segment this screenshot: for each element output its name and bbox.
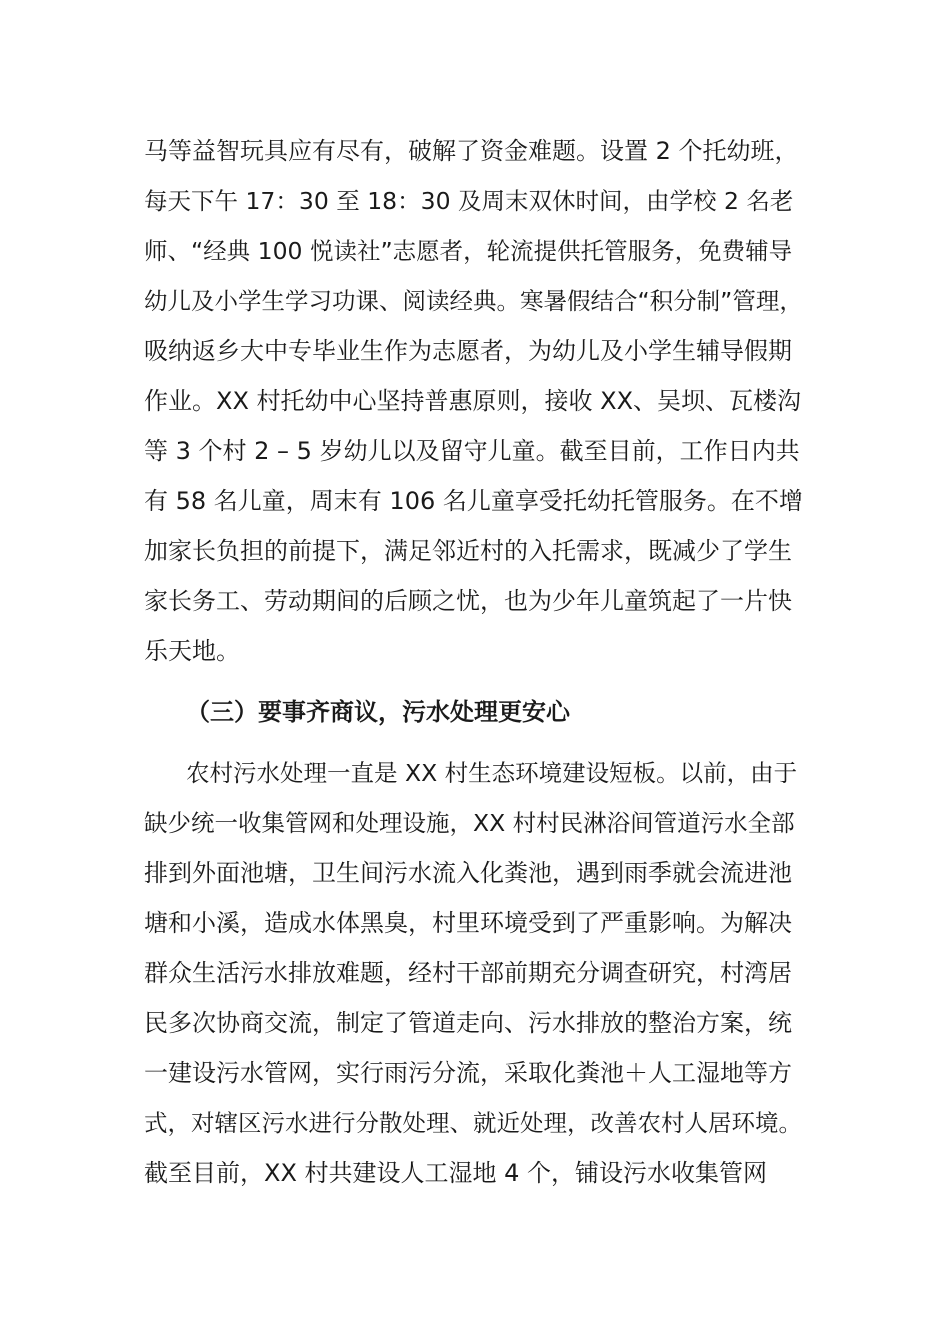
paragraph-line: 师、“经典 100 悦读社”志愿者，轮流提供托管服务，免费辅导 <box>144 237 793 265</box>
paragraph-line: 缺少统一收集管网和处理设施，XX 村村民淋浴间管道污水全部 <box>144 809 795 837</box>
paragraph-line: 幼儿及小学生学习功课、阅读经典。寒暑假结合“积分制”管理， <box>144 287 803 315</box>
paragraph-line: 截至目前，XX 村共建设人工湿地 4 个，铺设污水收集管网 <box>144 1159 768 1187</box>
paragraph-line: 每天下午 17：30 至 18：30 及周末双休时间，由学校 2 名老 <box>144 187 794 215</box>
paragraph-line: 排到外面池塘，卫生间污水流入化粪池，遇到雨季就会流进池 <box>144 859 792 887</box>
paragraph-line: 吸纳返乡大中专毕业生作为志愿者，为幼儿及小学生辅导假期 <box>144 337 792 365</box>
paragraph-line: 家长务工、劳动期间的后顾之忧，也为少年儿童筑起了一片快 <box>144 587 792 615</box>
paragraph-line: 民多次协商交流，制定了管道走向、污水排放的整治方案，统 <box>144 1009 792 1037</box>
paragraph-line: 有 58 名儿童，周末有 106 名儿童享受托幼托管服务。在不增 <box>144 487 803 515</box>
paragraph-line: 群众生活污水排放难题，经村干部前期充分调查研究，村湾居 <box>144 959 792 987</box>
paragraph-line: 乐天地。 <box>144 637 240 665</box>
paragraph-line: 加家长负担的前提下，满足邻近村的入托需求，既减少了学生 <box>144 537 792 565</box>
section-heading: （三）要事齐商议，污水处理更安心 <box>186 698 570 726</box>
paragraph-line: 农村污水处理一直是 XX 村生态环境建设短板。以前，由于 <box>186 759 798 787</box>
paragraph-line: 作业。XX 村托幼中心坚持普惠原则，接收 XX、吴坝、瓦楼沟 <box>144 387 802 415</box>
paragraph-line: 一建设污水管网，实行雨污分流，采取化粪池＋人工湿地等方 <box>144 1059 792 1087</box>
paragraph-line: 等 3 个村 2 – 5 岁幼儿以及留守儿童。截至目前，工作日内共 <box>144 437 800 465</box>
paragraph-line: 塘和小溪，造成水体黑臭，村里环境受到了严重影响。为解决 <box>144 909 792 937</box>
paragraph-line: 马等益智玩具应有尽有，破解了资金难题。设置 2 个托幼班， <box>144 137 799 165</box>
paragraph-line: 式，对辖区污水进行分散处理、就近处理，改善农村人居环境。 <box>144 1109 802 1137</box>
